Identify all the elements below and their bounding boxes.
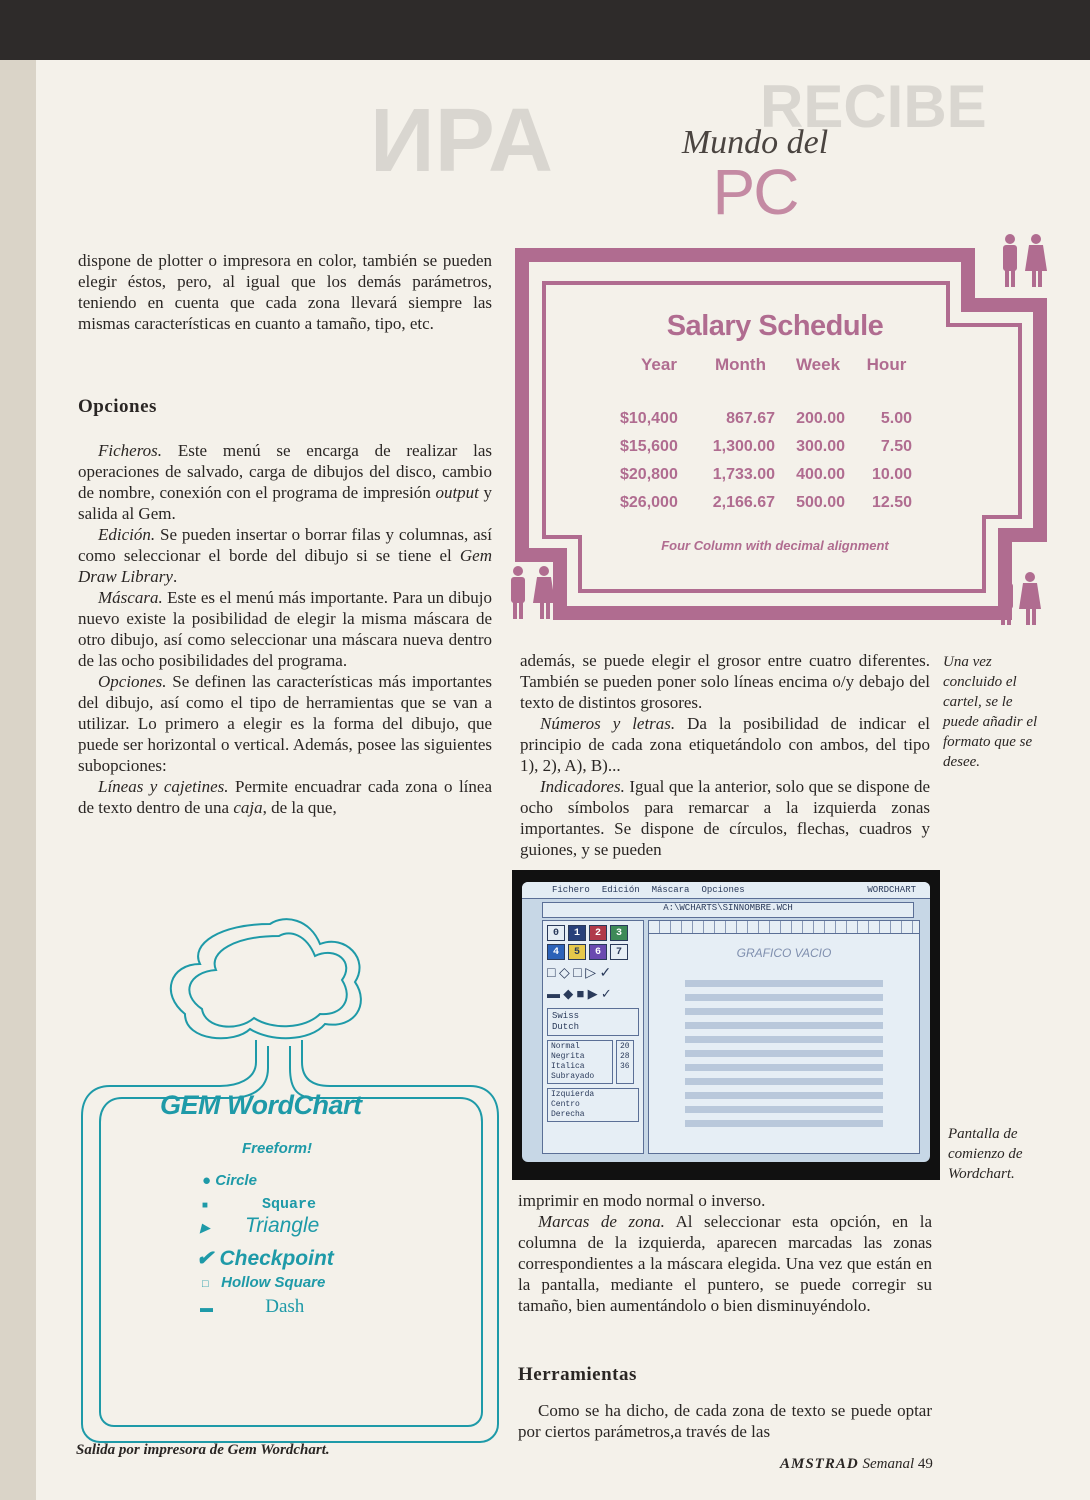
printout-item-circle bbox=[202, 1172, 257, 1189]
salary-cell: 12.50 bbox=[871, 494, 912, 511]
screen-menu-bar bbox=[522, 882, 930, 899]
app-name: WORDCHART bbox=[867, 885, 916, 895]
text-edicion: Se pueden insertar o borrar filas y columnas, así como seleccionar el borde del dibujo si se tiene el bbox=[78, 525, 492, 565]
color-tool-button[interactable]: 3 bbox=[610, 925, 628, 941]
previous-page-edge bbox=[0, 60, 36, 1500]
salary-cell: $15,600 bbox=[620, 438, 678, 455]
shape-row bbox=[543, 964, 643, 984]
hollow-diamond-tool-icon[interactable]: ◇ bbox=[558, 966, 570, 981]
color-tool-button[interactable]: 4 bbox=[547, 944, 565, 960]
align-list bbox=[547, 1088, 639, 1122]
caption-chart: Una vez concluido el cartel, se le puede añadir el formato que se desee. bbox=[943, 654, 1038, 770]
salary-cell: 1,733.00 bbox=[712, 466, 775, 483]
right-column-final bbox=[518, 1400, 932, 1442]
menu-fichero[interactable]: Fichero bbox=[552, 885, 590, 895]
text-ficheros-end: y salida al Gem. bbox=[78, 483, 493, 523]
people-icon-top-right bbox=[1003, 234, 1047, 287]
filled-shape-row bbox=[543, 984, 643, 1004]
salary-row bbox=[620, 433, 920, 461]
menu-opciones[interactable]: Opciones bbox=[701, 885, 745, 895]
footer-magazine: AMSTRAD bbox=[780, 1456, 859, 1472]
text-ficheros: Este menú se encarga de realizar las operaciones de salvado, carga de dibujos del disco, cambio de nombre, conexión con el programa de impresión bbox=[78, 441, 492, 502]
printout-item-dash bbox=[200, 1296, 304, 1318]
printout-label-circle: Circle bbox=[215, 1172, 257, 1189]
screen-path-bar: A:\WCHARTS\SINNOMBRE.WCH bbox=[542, 902, 914, 918]
color-tool-button[interactable]: 0 bbox=[547, 925, 565, 941]
color-tool-button[interactable]: 7 bbox=[610, 944, 628, 960]
salary-cell: $10,400 bbox=[620, 410, 678, 427]
salary-header-month: Month bbox=[715, 355, 766, 374]
text-numeros: Da la posibilidad de indicar el principio de cada zona etiquetándolo con ambos, del tipo 1), 2), A), B)... bbox=[520, 714, 930, 775]
term-caja: caja bbox=[233, 798, 263, 817]
paragraph-ficheros bbox=[78, 440, 492, 524]
salary-header-week: Week bbox=[795, 355, 841, 374]
font-swiss[interactable]: Swiss bbox=[552, 1011, 580, 1021]
masthead-line1: Mundo del bbox=[681, 124, 829, 161]
menu-edicion[interactable]: Edición bbox=[601, 885, 640, 895]
show-through-text: RECIBE bbox=[760, 73, 987, 140]
salary-table bbox=[620, 355, 920, 517]
style-size-row bbox=[547, 1040, 639, 1084]
term-indicadores: Indicadores. bbox=[540, 777, 625, 796]
tool-grid bbox=[543, 921, 643, 964]
salary-header-row bbox=[620, 355, 920, 375]
salary-cell: 5.00 bbox=[880, 410, 912, 427]
printout-item-square bbox=[202, 1196, 316, 1213]
canvas-ruler bbox=[649, 921, 919, 934]
printout-label-hollow-square: Hollow Square bbox=[221, 1274, 326, 1291]
bullet-check-icon: ✔ bbox=[196, 1247, 214, 1270]
printout-label-triangle: Triangle bbox=[245, 1214, 320, 1237]
salary-header-hour: Hour bbox=[866, 355, 907, 374]
bullet-circle-icon: ● bbox=[202, 1172, 212, 1189]
align-izquierda[interactable]: Izquierda bbox=[551, 1090, 595, 1099]
dash-tool-icon[interactable]: ▬ bbox=[547, 986, 560, 1001]
text-opciones: Se definen las características más importantes del dibujo, así como el tipo de herramientas que se van a utilizar. Lo primero a elegir es la forma del dibujo, que puede ser horizontal o vertical. Además, posee las siguientes subopciones: bbox=[78, 672, 492, 775]
heading-herramientas: Herramientas bbox=[518, 1364, 637, 1385]
paragraph-mascara bbox=[78, 587, 492, 671]
salary-cell: $26,000 bbox=[620, 494, 678, 511]
salary-row bbox=[620, 489, 920, 517]
text-lineas: Permite encuadrar cada zona o línea de texto dentro de una bbox=[78, 777, 492, 817]
style-italica[interactable]: Italica bbox=[551, 1062, 585, 1071]
salary-cell: 10.00 bbox=[871, 466, 912, 483]
term-numeros: Números y letras. bbox=[540, 714, 676, 733]
square-tool-icon[interactable]: □ bbox=[573, 966, 582, 981]
printout-item-triangle bbox=[200, 1214, 319, 1238]
style-subrayado[interactable]: Subrayado bbox=[551, 1072, 595, 1081]
bullet-dash-icon: ▬ bbox=[200, 1300, 213, 1315]
color-tool-button[interactable]: 2 bbox=[589, 925, 607, 941]
hollow-square-tool-icon[interactable]: □ bbox=[547, 966, 556, 981]
term-lineas: Líneas y cajetines. bbox=[98, 777, 229, 796]
paragraph-edicion bbox=[78, 524, 492, 587]
term-marcas: Marcas de zona. bbox=[538, 1212, 665, 1231]
salary-cell: 500.00 bbox=[796, 494, 845, 511]
checkmark-tool-icon[interactable]: ✓ bbox=[600, 986, 612, 1001]
salary-cell: 300.00 bbox=[796, 438, 845, 455]
style-normal[interactable]: Normal bbox=[551, 1042, 580, 1051]
triangle-tool-icon[interactable]: ▷ bbox=[585, 966, 596, 981]
people-icon-bottom-left bbox=[511, 566, 555, 619]
salary-rows bbox=[620, 405, 920, 517]
text-edicion-end: . bbox=[172, 567, 178, 586]
salary-chart-footnote: Four Column with decimal alignment bbox=[661, 538, 889, 553]
screen-toolbox bbox=[542, 920, 644, 1154]
style-list bbox=[547, 1040, 613, 1084]
diamond-tool-icon[interactable]: ◆ bbox=[563, 986, 574, 1001]
salary-header-year: Year bbox=[641, 355, 677, 374]
printout-label-square: Square bbox=[262, 1196, 317, 1213]
paragraph-herramientas: Como se ha dicho, de cada zona de texto se puede optar por ciertos parámetros,a través de las bbox=[518, 1401, 932, 1441]
printout-item-hollow-square bbox=[202, 1274, 325, 1291]
salary-chart-title: Salary Schedule bbox=[666, 310, 884, 342]
canvas-placeholder: GRAFICO VACIO bbox=[736, 946, 832, 960]
page-footer bbox=[780, 1456, 933, 1473]
wordchart-screenshot bbox=[512, 870, 940, 1180]
left-column-intro bbox=[78, 250, 492, 334]
bullet-hollow-square-icon: □ bbox=[202, 1278, 209, 1290]
menu-mascara[interactable]: Máscara bbox=[651, 885, 690, 895]
salary-cell: 2,166.67 bbox=[712, 494, 775, 511]
term-opciones: Opciones. bbox=[98, 672, 167, 691]
salary-cell: 7.50 bbox=[880, 438, 912, 455]
right-column-lower bbox=[518, 1190, 932, 1316]
check-tool-icon[interactable]: ✓ bbox=[599, 966, 612, 981]
screen-display bbox=[522, 882, 930, 1162]
paragraph-marcas bbox=[518, 1211, 932, 1316]
section-masthead bbox=[640, 124, 870, 228]
text-mascara: Este es el menú más importante. Para un dibujo nuevo existe la posibilidad de elegir la misma máscara de otro dibujo, así como seleccionar una máscara nueva dentro de las ocho posibilidades del programa. bbox=[78, 588, 492, 670]
font-list bbox=[547, 1008, 639, 1036]
text-marcas: Al seleccionar esta opción, en la columna de la izquierda, aparecen marcadas las zonas correspondientes a la máscara elegida. Una vez que están en la pantalla, mediante el puntero, se puede corregir su tamaño, bien aumentándolo o bien disminuyéndolo. bbox=[518, 1212, 932, 1315]
printout-title: GEM WordChart bbox=[160, 1090, 362, 1120]
heading-opciones: Opciones bbox=[78, 396, 157, 417]
align-centro[interactable]: Centro bbox=[551, 1100, 580, 1109]
printout-label-checkpoint: Checkpoint bbox=[219, 1247, 334, 1270]
paragraph-numeros bbox=[520, 713, 930, 776]
paragraph-imprimir: imprimir en modo normal o inverso. bbox=[518, 1191, 766, 1210]
footer-section: Semanal bbox=[862, 1456, 915, 1472]
printout-subtitle: Freeform! bbox=[242, 1140, 313, 1157]
screen-canvas[interactable] bbox=[648, 920, 920, 1154]
show-through-text-2: ИPA bbox=[370, 91, 554, 191]
term-edicion: Edición. bbox=[98, 525, 156, 544]
filled-square-tool-icon[interactable]: ■ bbox=[576, 986, 585, 1001]
size-36[interactable]: 36 bbox=[620, 1062, 630, 1071]
paragraph-grosor: además, se puede elegir el grosor entre cuatro diferentes. También se pueden poner solo líneas encima o/y debajo del texto de distintos grosores. bbox=[520, 651, 930, 712]
size-28[interactable]: 28 bbox=[620, 1052, 630, 1061]
style-negrita[interactable]: Negrita bbox=[551, 1052, 585, 1061]
term-mascara: Máscara. bbox=[98, 588, 163, 607]
term-gem-draw: Gem Draw Library bbox=[78, 546, 492, 586]
caption-printout: Salida por impresora de Gem Wordchart. bbox=[76, 1442, 330, 1458]
align-derecha[interactable]: Derecha bbox=[551, 1110, 585, 1119]
salary-row bbox=[620, 405, 920, 433]
font-dutch[interactable]: Dutch bbox=[552, 1022, 580, 1032]
salary-row bbox=[620, 461, 920, 489]
bullet-triangle-icon: ▶ bbox=[200, 1220, 210, 1235]
term-output: output bbox=[435, 483, 479, 502]
text-lineas-end: , de la que, bbox=[262, 798, 337, 817]
size-20[interactable]: 20 bbox=[620, 1042, 630, 1051]
salary-cell: 1,300.00 bbox=[712, 438, 775, 455]
left-column-body bbox=[78, 440, 492, 818]
color-tool-button[interactable]: 6 bbox=[589, 944, 607, 960]
color-tool-button[interactable]: 5 bbox=[568, 944, 586, 960]
paragraph-indicadores bbox=[520, 776, 930, 860]
caption-screen: Pantalla de comienzo de Wordchart. bbox=[948, 1126, 1023, 1182]
intro-paragraph: dispone de plotter o impresora en color, también se pueden elegir éstos, pero, al igual que los demás parámetros, teniendo en cuenta que cada zona llevará siempre las mismas características en cuanto a tamaño, tipo, etc. bbox=[78, 251, 492, 333]
size-list bbox=[616, 1040, 634, 1084]
salary-cell: 867.67 bbox=[726, 410, 775, 427]
canvas-text-lines bbox=[685, 980, 883, 1130]
paragraph-opciones bbox=[78, 671, 492, 776]
text-indicadores: Igual que la anterior, solo que se dispone de ocho símbolos para remarcar a la izquierda zonas importantes. Se dispone de círculos, flechas, cuadros y guiones, y se pueden bbox=[520, 777, 930, 859]
printout-item-checkpoint bbox=[196, 1246, 334, 1271]
salary-cell: 400.00 bbox=[796, 466, 845, 483]
salary-cell: 200.00 bbox=[796, 410, 845, 427]
bullet-square-icon: ■ bbox=[202, 1201, 209, 1212]
color-tool-button[interactable]: 1 bbox=[568, 925, 586, 941]
salary-cell: $20,800 bbox=[620, 466, 678, 483]
footer-page-number: 49 bbox=[917, 1456, 933, 1472]
right-column-upper bbox=[520, 650, 930, 860]
printout-label-dash: Dash bbox=[265, 1296, 305, 1317]
masthead-line2: PC bbox=[712, 156, 798, 228]
arrow-tool-icon[interactable]: ▶ bbox=[587, 986, 598, 1001]
paragraph-lineas bbox=[78, 776, 492, 818]
term-ficheros: Ficheros. bbox=[98, 441, 163, 460]
